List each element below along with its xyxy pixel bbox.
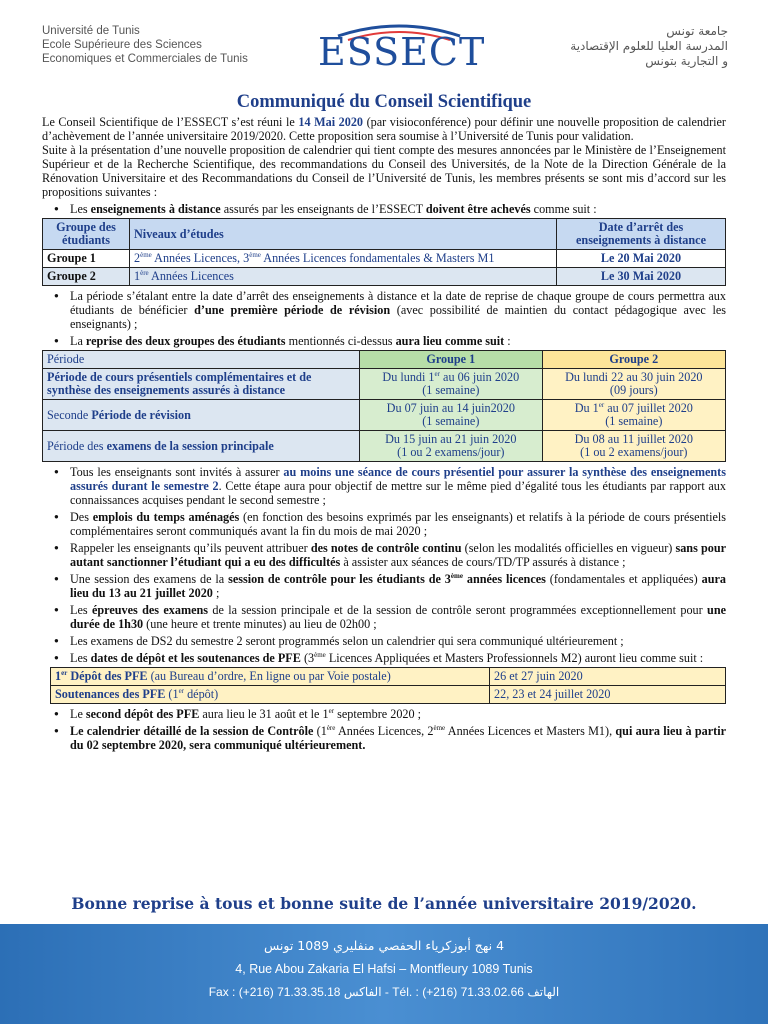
text: une durée de 1h30 xyxy=(70,603,727,631)
text: La xyxy=(70,334,86,348)
pfe-date-cell: 22, 23 et 24 juillet 2020 xyxy=(490,686,726,704)
text: er xyxy=(598,400,605,409)
group1-cell xyxy=(360,369,543,400)
text: (1 semaine) xyxy=(605,414,663,428)
group-cell: Groupe 1 xyxy=(43,250,130,268)
text: (une heure et trente minutes) au lieu de 02h00 ; xyxy=(143,617,377,631)
table-row xyxy=(51,686,726,704)
list-item xyxy=(42,202,726,216)
text: au 06 juin 2020 xyxy=(439,370,520,384)
text: aura lieu comme suit xyxy=(395,334,505,348)
table-header-row xyxy=(43,219,726,250)
text: 1 xyxy=(55,669,62,683)
table-row xyxy=(43,268,726,286)
text: sans pour autant sanctionner l’étudiant qui a eu des difficultés xyxy=(70,541,727,569)
text: Période de révision xyxy=(91,407,191,422)
text: septembre 2020 ; xyxy=(334,707,422,721)
footer-banner xyxy=(0,924,768,1024)
text: mentionnés ci-dessus xyxy=(285,334,396,348)
list-item xyxy=(42,707,726,721)
text: Du 15 juin au 21 juin 2020 xyxy=(385,432,517,446)
text: Période des xyxy=(47,438,107,453)
pfe-date-cell: 26 et 27 juin 2020 xyxy=(490,668,726,686)
text: Les xyxy=(70,651,91,665)
text: Tous les enseignants sont invités à assurer xyxy=(70,465,284,479)
document-title: Communiqué du Conseil Scientifique xyxy=(236,92,532,112)
text: Licences Appliquées et Masters Professionnels M2) auront lieu comme suit : xyxy=(325,651,704,665)
table-row xyxy=(43,400,726,431)
text: comme suit : xyxy=(530,202,597,216)
text: de la session principale et de la session de contrôle seront programmées exceptionnellement pour xyxy=(208,603,708,617)
text: Années Licences fondamentales & Masters M1 xyxy=(260,251,495,265)
pfe-dates-table xyxy=(50,667,726,704)
list-item xyxy=(42,289,726,331)
text: (avec possibilité de maintien du contact pédagogique avec les enseignants) ; xyxy=(70,303,726,331)
text: (1 semaine) xyxy=(422,414,480,428)
university-name: Université de Tunis xyxy=(42,25,140,37)
list-item xyxy=(42,603,726,631)
text: : xyxy=(504,334,511,348)
school-name-ar-line1: المدرسة العليا للعلوم الإقتصادية xyxy=(570,39,728,53)
text: aura lieu le 31 août et le 1 xyxy=(199,707,329,721)
text: Des xyxy=(70,510,93,524)
text: ère xyxy=(326,723,336,732)
text: er xyxy=(178,686,185,695)
list-item xyxy=(42,541,726,569)
table-row xyxy=(43,431,726,462)
text: assurés par les enseignants de l’ESSECT xyxy=(220,202,426,216)
group2-cell xyxy=(542,431,725,462)
period-cell: Période de cours présentiels complémentaires et de synthèse des enseignements assurés à distance xyxy=(43,369,360,400)
text: aura lieu du 13 au 21 juillet 2020 xyxy=(70,572,726,600)
list-item: ● Les examens de DS2 du semestre 2 seront programmés selon un calendrier qui sera communiqué ultérieurement ; xyxy=(42,634,726,648)
text: ème xyxy=(450,571,463,580)
text: (au Bureau d’ordre, En ligne ou par Voie postale) xyxy=(147,669,391,683)
text: (fondamentales et appliquées) xyxy=(545,572,702,586)
text: Le xyxy=(70,707,86,721)
group1-cell xyxy=(360,400,543,431)
text: session de contrôle pour les étudiants de 3 xyxy=(228,572,451,586)
text: ème xyxy=(140,250,152,259)
closing-message: Bonne reprise à tous et bonne suite de l’année universitaire 2019/2020. xyxy=(71,894,697,913)
column-header: Date d’arrêt des enseignements à distance xyxy=(557,219,726,250)
essect-logo xyxy=(318,22,486,76)
group1-cell xyxy=(360,431,543,462)
text: (en fonction des besoins exprimés par les enseignants) et relatifs à la période de cours présentiels complémentaires seront communiqués avant la fin du mois de mai 2020 ; xyxy=(70,510,726,538)
text: examens de la session principale xyxy=(106,438,274,453)
text: (1 ou 2 examens/jour) xyxy=(397,445,505,459)
text: Rappeler les enseignants qu’ils peuvent attribuer xyxy=(70,541,311,555)
text: Années Licences, 3 xyxy=(151,251,250,265)
intro-paragraph-1 xyxy=(42,115,726,143)
table-row xyxy=(43,369,726,400)
list-item xyxy=(42,465,726,507)
text: au moins une séance de cours présentiel pour assurer la synthèse des enseignements assurés durant le semestre 2 xyxy=(70,465,726,493)
text: La période s’étalant entre la date d’arrêt des enseignements à distance et la date de reprise de chaque groupe de cours permettra aux étudiants de bénéficier xyxy=(70,289,726,317)
footer-contact: Fax : (+216) 71.33.35.18 الفاكس - Tél. : (+216) 71.33.02.66 الهاتف xyxy=(208,985,560,999)
text: Années Licences et Masters M1), xyxy=(445,724,616,738)
text: reprise des deux groupes des étudiants xyxy=(85,334,286,348)
intro-paragraph-2: Suite à la présentation d’une nouvelle proposition de calendrier qui tient compte des mesures annoncées par le Ministère de l’Enseignement Supérieur et de la Recherche Scientifique, des recommandations du Conseil des Universités, de la Note de la Direction Générale de la Rénovation Universitaire et des Recommandations du Conseil de l’Université de Tunis, les membres présents se sont mis d’accord sur les propositions suivantes : xyxy=(42,143,726,199)
text: (par visioconférence) pour définir une nouvelle proposition de calendrier d’achèvement de l’année universitaire 2019/2020. Cette proposition sera soumise à l’Université de Tunis pour validation. xyxy=(42,115,726,143)
date-cell: Le 20 Mai 2020 xyxy=(557,250,726,268)
text: Les xyxy=(70,603,92,617)
text: ème xyxy=(433,723,446,732)
column-header: Groupe 2 xyxy=(542,351,725,369)
text: (1 xyxy=(313,724,327,738)
footer-address: 4, Rue Abou Zakaria El Hafsi – Montfleury 1089 Tunis xyxy=(235,962,533,976)
text: (1 semaine) xyxy=(422,383,480,397)
text: Du 07 juin au 14 juin2020 xyxy=(386,401,515,415)
text: ; xyxy=(212,586,220,600)
institution-name-fr xyxy=(42,24,248,66)
column-header: Groupe des étudiants xyxy=(43,219,130,250)
text: Dépôt des PFE xyxy=(67,669,148,683)
level-cell xyxy=(130,268,557,286)
text: ème xyxy=(314,650,326,659)
text: qui aura lieu à partir du 02 septembre 2020, sera communiqué ultérieurement. xyxy=(70,724,726,752)
text: (1 ou 2 examens/jour) xyxy=(580,445,688,459)
text: années licences xyxy=(462,572,546,586)
text: second dépôt des PFE xyxy=(85,707,200,721)
text: à assister aux séances de cours/TD/TP assurés à distance ; xyxy=(340,555,626,569)
period-cell xyxy=(43,400,360,431)
list-item xyxy=(42,572,726,600)
text: (3 xyxy=(300,651,315,665)
text: Le calendrier détaillé de la session de Contrôle xyxy=(70,724,314,738)
text: Du 1 xyxy=(574,401,599,415)
column-header: Niveaux d’études xyxy=(130,219,557,250)
text: des notes de contrôle continu xyxy=(310,541,462,555)
text: (09 jours) xyxy=(609,383,658,397)
text: Du 08 au 11 juillet 2020 xyxy=(574,432,693,446)
list-item xyxy=(42,510,726,538)
text: Une session des examens de la xyxy=(70,572,229,586)
text: Seconde xyxy=(47,407,92,422)
text: Le Conseil Scientifique de l’ESSECT s’est réuni le xyxy=(42,115,299,129)
meeting-date: 14 Mai 2020 xyxy=(298,115,364,129)
text: 1 xyxy=(134,269,141,283)
column-header: Groupe 1 xyxy=(360,351,543,369)
table-row xyxy=(43,250,726,268)
text: (selon les modalités officielles en vigueur) xyxy=(461,541,676,555)
text: er xyxy=(434,369,440,378)
group2-cell xyxy=(542,369,725,400)
pfe-step-cell xyxy=(51,668,490,686)
list-item xyxy=(42,724,726,752)
text: er xyxy=(328,706,335,715)
text: Du lundi 22 au 30 juin 2020 xyxy=(565,370,703,384)
group-cell: Groupe 2 xyxy=(43,268,130,286)
footer-address-ar: 4 نهج أبوزكرياء الحفصي منفليري 1089 تونس xyxy=(263,938,505,953)
text: épreuves des examens xyxy=(91,603,209,617)
text: ème xyxy=(249,250,261,259)
text: enseignements à distance xyxy=(90,202,221,216)
school-name-line2: Economiques et Commerciales de Tunis xyxy=(42,53,248,65)
text: (1 xyxy=(165,687,179,701)
period-cell xyxy=(43,431,360,462)
text: au 07 juillet 2020 xyxy=(604,401,693,415)
list-item xyxy=(42,651,726,665)
text: Du lundi 1 xyxy=(382,370,435,384)
text: ère xyxy=(140,268,149,277)
text: dépôt) xyxy=(184,687,219,701)
text: emplois du temps aménagés xyxy=(92,510,240,524)
table-row xyxy=(51,668,726,686)
text: Années Licences xyxy=(148,269,234,283)
text: dates de dépôt et les soutenances de PFE xyxy=(90,651,301,665)
letterhead xyxy=(0,0,768,90)
pfe-step-cell xyxy=(51,686,490,704)
resumption-schedule-table xyxy=(42,350,726,462)
group2-cell xyxy=(542,400,725,431)
text: d’une première période de révision xyxy=(194,303,391,317)
school-name-line1: Ecole Supérieure des Sciences xyxy=(42,39,202,51)
column-header: Période xyxy=(43,351,360,369)
text: Années Licences, 2 xyxy=(335,724,434,738)
text: . Cette étape aura pour objectif de mettre sur le même pied d’égalité tous les étudiants par rapport aux connaissances acquises pendant le second semestre ; xyxy=(70,479,726,507)
level-cell xyxy=(130,250,557,268)
text: Soutenances des PFE xyxy=(55,687,166,701)
text: Les xyxy=(70,202,91,216)
list-item xyxy=(42,334,726,348)
text: doivent être achevés xyxy=(425,202,531,216)
date-cell: Le 30 Mai 2020 xyxy=(557,268,726,286)
school-name-ar-line2: و التجارية بتونس xyxy=(645,54,728,68)
text: 2 xyxy=(134,251,141,265)
institution-name-ar xyxy=(570,24,728,69)
distance-learning-table xyxy=(42,218,726,286)
document-body xyxy=(42,115,726,752)
university-name-ar: جامعة تونس xyxy=(666,24,728,38)
logo-text: ESSECT xyxy=(318,30,486,74)
table-header-row xyxy=(43,351,726,369)
text: er xyxy=(61,668,68,677)
